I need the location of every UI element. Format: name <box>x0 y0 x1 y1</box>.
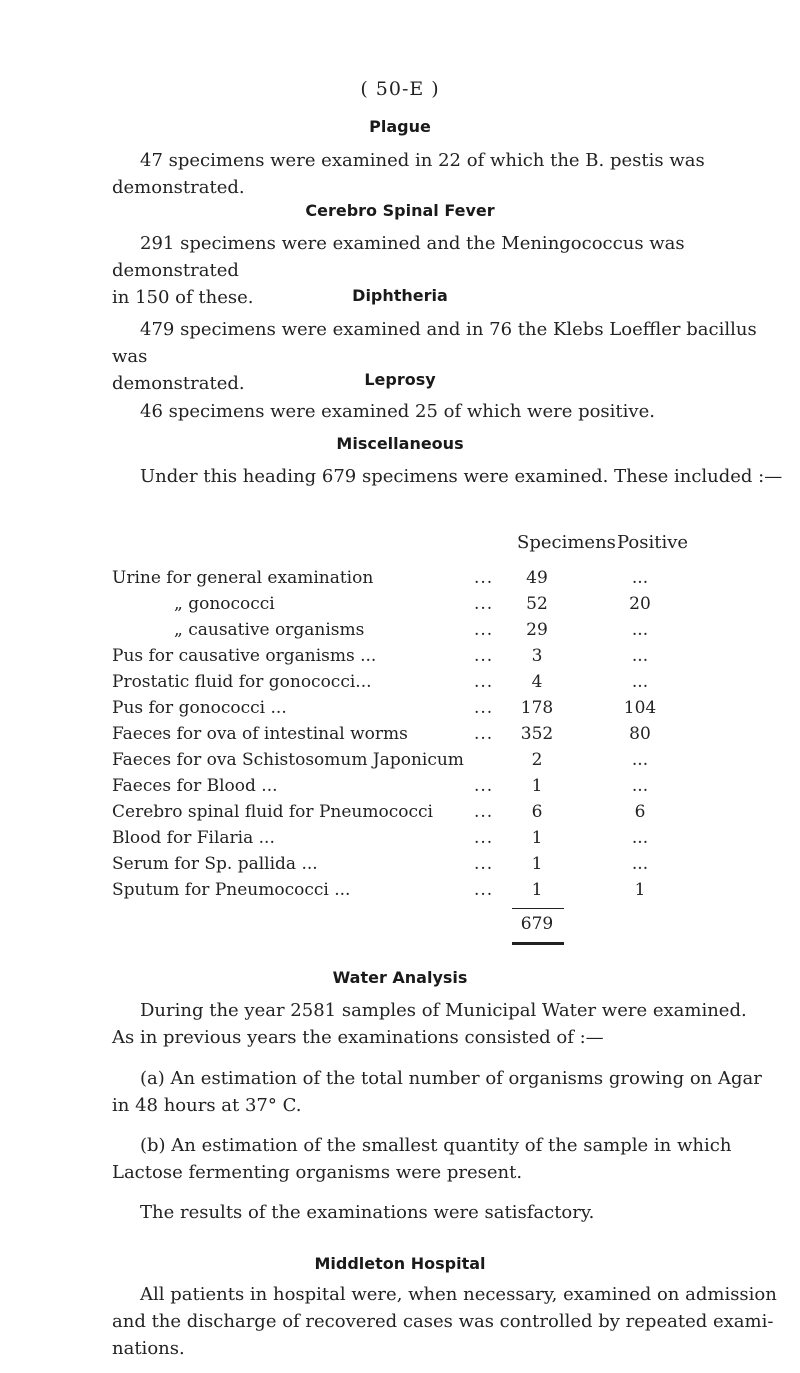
paragraph-middleton: All patients in hospital were, when necessary, examined on admission and the discharge of recovered cases was controlled by repeated exami- nations. <box>112 1284 777 1359</box>
row-leader-dots: ... <box>474 854 494 874</box>
page-number: ( 50-E ) <box>360 78 440 100</box>
row-label: Faeces for Blood ... <box>112 776 278 796</box>
row-label: Faeces for ova Schistosomum Japonicum <box>112 750 464 770</box>
row-label: Pus for gonococci ... <box>112 698 287 718</box>
row-positive: ... <box>631 568 649 588</box>
table-row <box>112 776 712 802</box>
table-row <box>112 880 712 906</box>
row-positive: ... <box>631 646 649 666</box>
total-rule-top <box>512 908 564 909</box>
heading-middleton-hospital: Middleton Hospital <box>314 1254 486 1273</box>
row-leader-dots: ... <box>474 776 494 796</box>
row-specimens: 1 <box>531 776 543 796</box>
row-specimens: 2 <box>531 750 543 770</box>
row-leader-dots: ... <box>474 594 494 614</box>
paragraph-plague: 47 specimens were examined in 22 of which the B. pestis was demonstrated. <box>112 150 705 198</box>
table-row <box>112 854 712 880</box>
row-specimens: 1 <box>531 828 543 848</box>
row-positive: 6 <box>634 802 646 822</box>
row-leader-dots: ... <box>474 802 494 822</box>
row-specimens: 6 <box>531 802 543 822</box>
heading-miscellaneous: Miscellaneous <box>336 434 464 453</box>
row-positive: ... <box>631 854 649 874</box>
row-specimens: 52 <box>526 594 548 614</box>
row-leader-dots: ... <box>474 568 494 588</box>
table-row <box>112 724 712 750</box>
table-row <box>112 646 712 672</box>
row-label: „ causative organisms <box>174 620 365 640</box>
row-label: Sputum for Pneumococci ... <box>112 880 351 900</box>
total-rule-bottom <box>512 942 564 945</box>
row-positive: ... <box>631 828 649 848</box>
row-leader-dots: ... <box>474 698 494 718</box>
row-specimens: 352 <box>520 724 554 744</box>
row-label: Serum for Sp. pallida ... <box>112 854 318 874</box>
heading-leprosy: Leprosy <box>364 370 436 389</box>
row-leader-dots: ... <box>474 620 494 640</box>
row-positive: 104 <box>623 698 657 718</box>
row-label: Urine for general examination <box>112 568 374 588</box>
row-specimens: 3 <box>531 646 543 666</box>
table-row <box>112 828 712 854</box>
row-positive: ... <box>631 750 649 770</box>
row-specimens: 4 <box>531 672 543 692</box>
row-label: Blood for Filaria ... <box>112 828 275 848</box>
table-row <box>112 750 712 776</box>
row-specimens: 29 <box>526 620 548 640</box>
row-label: Pus for causative organisms ... <box>112 646 377 666</box>
row-label: Cerebro spinal fluid for Pneumococci <box>112 802 433 822</box>
paragraph-water-item-a: (a) An estimation of the total number of organisms growing on Agar in 48 hours at 37° C. <box>112 1068 762 1116</box>
row-positive: ... <box>631 672 649 692</box>
heading-cerebro-spinal-fever: Cerebro Spinal Fever <box>305 201 495 220</box>
paragraph-diphtheria: 479 specimens were examined and in 76 the Klebs Loeffler bacillus was demonstrated. <box>112 319 757 394</box>
row-leader-dots: ... <box>474 672 494 692</box>
heading-plague: Plague <box>369 117 431 136</box>
row-positive: ... <box>631 776 649 796</box>
table-row <box>112 620 712 646</box>
heading-water-analysis: Water Analysis <box>332 968 468 987</box>
column-header-positive: Positive <box>617 532 689 553</box>
row-leader-dots: ... <box>474 828 494 848</box>
row-specimens: 1 <box>531 854 543 874</box>
paragraph-water-intro: During the year 2581 samples of Municipal Water were examined. As in previous years the examinations consisted of :— <box>112 1000 747 1048</box>
paragraph-water-item-b: (b) An estimation of the smallest quantity of the sample in which Lactose fermenting organisms were present. <box>112 1135 732 1183</box>
column-header-specimens: Specimens <box>517 532 616 553</box>
row-positive: 20 <box>629 594 651 614</box>
paragraph-water-result: The results of the examinations were satisfactory. <box>140 1202 595 1223</box>
row-leader-dots: ... <box>474 646 494 666</box>
row-positive: ... <box>631 620 649 640</box>
table-row <box>112 802 712 828</box>
paragraph-cerebro-spinal-fever: 291 specimens were examined and the Meningococcus was demonstrated in 150 of these. <box>112 233 685 308</box>
paragraph-leprosy: 46 specimens were examined 25 of which were positive. <box>140 401 655 422</box>
row-label: „ gonococci <box>174 594 275 614</box>
row-positive: 1 <box>634 880 646 900</box>
table-row <box>112 672 712 698</box>
table-row <box>112 594 712 620</box>
table-row <box>112 698 712 724</box>
row-leader-dots: ... <box>474 724 494 744</box>
heading-diphtheria: Diphtheria <box>352 286 448 305</box>
paragraph-miscellaneous-intro: Under this heading 679 specimens were examined. These included :— <box>140 466 783 487</box>
row-specimens: 49 <box>526 568 548 588</box>
table-row <box>112 568 712 594</box>
row-label: Faeces for ova of intestinal worms <box>112 724 408 744</box>
row-specimens: 178 <box>520 698 554 718</box>
row-leader-dots: ... <box>474 880 494 900</box>
row-specimens: 1 <box>531 880 543 900</box>
row-positive: 80 <box>629 724 651 744</box>
table-total: 679 <box>520 914 554 934</box>
row-label: Prostatic fluid for gonococci... <box>112 672 372 692</box>
